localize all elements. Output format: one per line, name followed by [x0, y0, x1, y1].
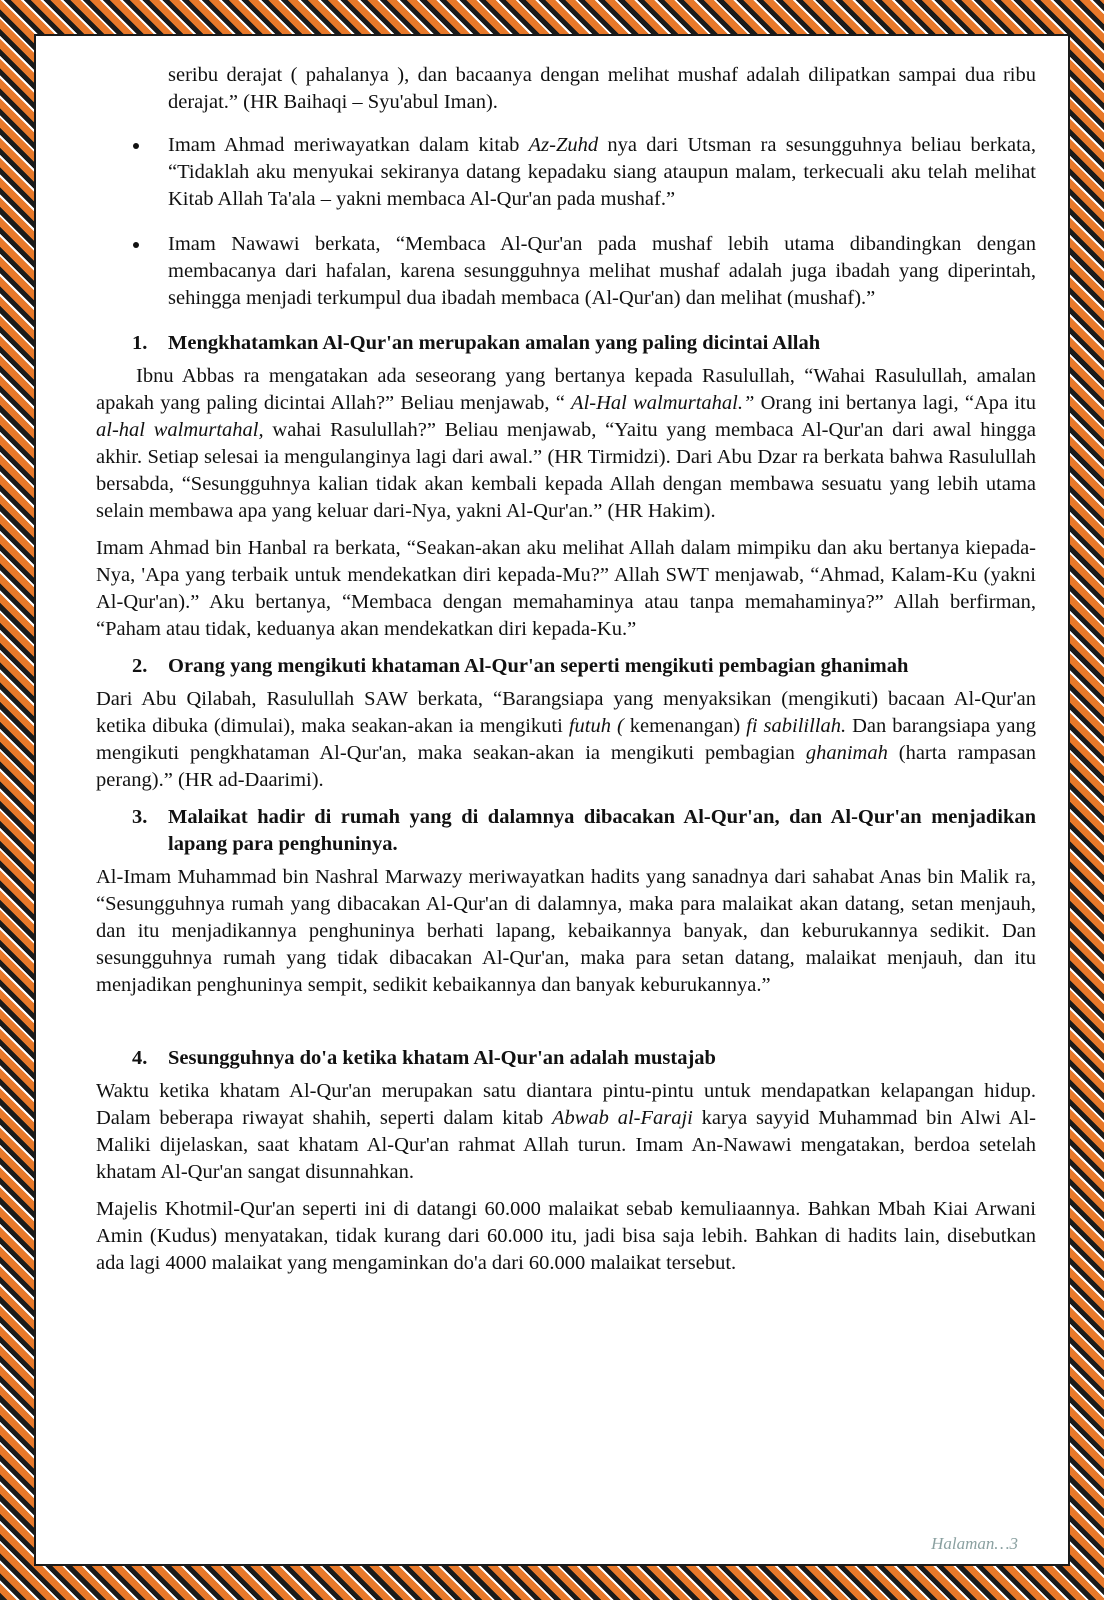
spacer [96, 1009, 1036, 1043]
section-heading-4: 4. Sesungguhnya do'a ketika khatam Al-Qur'an adalah mustajab [132, 1047, 716, 1069]
list-item: Imam Nawawi berkata, “Membaca Al-Qur'an pada mushaf lebih utama dibandingkan dengan membacanya dari hafalan, karena sesungguhnya melihat mushaf adalah juga ibadah yang diperintah, sehingga menjadi terkumpul dua ibadah membaca (Al-Qur'an) dan melihat (mushaf).” [96, 231, 1036, 312]
page-content [96, 62, 1036, 1287]
list-item: Imam Ahmad meriwayatkan dalam kitab Az-Zuhd nya dari Utsman ra sesungguhnya beliau berkata, “Tidaklah aku menyukai sekiranya datang kepadaku siang ataupun malam, terkecuali aku telah melihat Kitab Allah Ta'ala – yakni membaca Al-Qur'an pada mushaf.” [96, 132, 1036, 213]
section-heading-1: 1. Mengkhatamkan Al-Qur'an merupakan amalan yang paling dicintai Allah [132, 332, 821, 354]
paragraph: Al-Imam Muhammad bin Nashral Marwazy meriwayatkan hadits yang sanadnya dari sahabat Anas bin Malik ra, “Sesungguhnya rumah yang dibacakan Al-Qur'an di dalamnya, maka para malaikat akan datang, setan menjauh, dan itu menjadikannya penghuninya berhati lapang, kebaikannya banyak, dan keburukannya sedikit. Dan sesungguhnya rumah yang tidak dibacakan Al-Qur'an, maka para setan datang, malaikat menjauh, dan itu menjadikan penghuninya sempit, sedikit kebaikannya dan banyak keburukannya.” [96, 866, 1036, 996]
paragraph: Dari Abu Qilabah, Rasulullah SAW berkata, “Barangsiapa yang menyaksikan (mengikuti) bacaan Al-Qur'an ketika dibuka (dimulai), maka seakan-akan ia mengikuti futuh ( kemenangan) fi sabilillah. Dan barangsiapa yang mengikuti pengkhataman Al-Qur'an, maka seakan-akan ia mengikuti pembagian ghanimah (harta rampasan perang).” (HR ad-Daarimi). [96, 688, 1037, 791]
paragraph: Waktu ketika khatam Al-Qur'an merupakan satu diantara pintu-pintu untuk mendapatkan kelapangan hidup. Dalam beberapa riwayat shahih, seperti dalam kitab Abwab al-Faraji karya sayyid Muhammad bin Alwi Al-Maliki dijelaskan, saat khatam Al-Qur'an rahmat Allah turun. Imam An-Nawawi mengatakan, berdoa setelah khatam Al-Qur'an sangat disunnahkan. [96, 1080, 1036, 1183]
section-heading-3: 3. Malaikat hadir di rumah yang di dalamnya dibacakan Al-Qur'an, dan Al-Qur'an menjadikan lapang para penghuninya. [132, 806, 1036, 855]
page-number: Halaman…3 [931, 1534, 1018, 1553]
paragraph: Imam Ahmad bin Hanbal ra berkata, “Seakan-akan aku melihat Allah dalam mimpiku dan aku bertanya kiepada-Nya, 'Apa yang terbaik untuk mendekatkan diri kepada-Mu?” Allah SWT menjawab, “Ahmad, Kalam-Ku (yakni Al-Qur'an).” Aku bertanya, “Membaca dengan memahaminya atau tanpa memahaminya?” Allah berfirman, “Paham atau tidak, keduanya akan mendekatkan diri kepada-Ku.” [96, 537, 1036, 640]
bullet-icon [133, 242, 139, 248]
bullet-icon [133, 143, 139, 149]
bullet-list [96, 62, 1036, 312]
list-item: seribu derajat ( pahalanya ), dan bacaanya dengan melihat mushaf adalah dilipatkan sampai dua ribu derajat.” (HR Baihaqi – Syu'abul Iman). [168, 64, 1036, 113]
paragraph: Majelis Khotmil-Qur'an seperti ini di datangi 60.000 malaikat sebab kemuliaannya. Bahkan Mbah Kiai Arwani Amin (Kudus) menyatakan, tidak kurang dari 60.000 itu, jadi bisa saja lebih. Bahkan di hadits lain, disebutkan ada lagi 4000 malaikat yang mengaminkan do'a dari 60.000 malaikat tersebut. [96, 1198, 1036, 1274]
paragraph: Ibnu Abbas ra mengatakan ada seseorang yang bertanya kepada Rasulullah, “Wahai Rasulullah, amalan apakah yang paling dicintai Allah?” Beliau menjawab, “ Al-Hal walmurtahal.” Orang ini bertanya lagi, “Apa itu al-hal walmurtahal, wahai Rasulullah?” Beliau menjawab, “Yaitu yang membaca Al-Qur'an dari awal hingga akhir. Setiap selesai ia mengulanginya lagi dari awal.” (HR Tirmidzi). Dari Abu Dzar ra berkata bahwa Rasulullah bersabda, “Sesungguhnya kalian tidak akan kembali kepada Allah dengan membawa sesuatu yang lebih utama selain membawa apa yang keluar dari-Nya, yakni Al-Qur'an.” (HR Hakim). [96, 365, 1037, 522]
section-heading-2: 2. Orang yang mengikuti khataman Al-Qur'an seperti mengikuti pembagian ghanimah [132, 655, 909, 677]
